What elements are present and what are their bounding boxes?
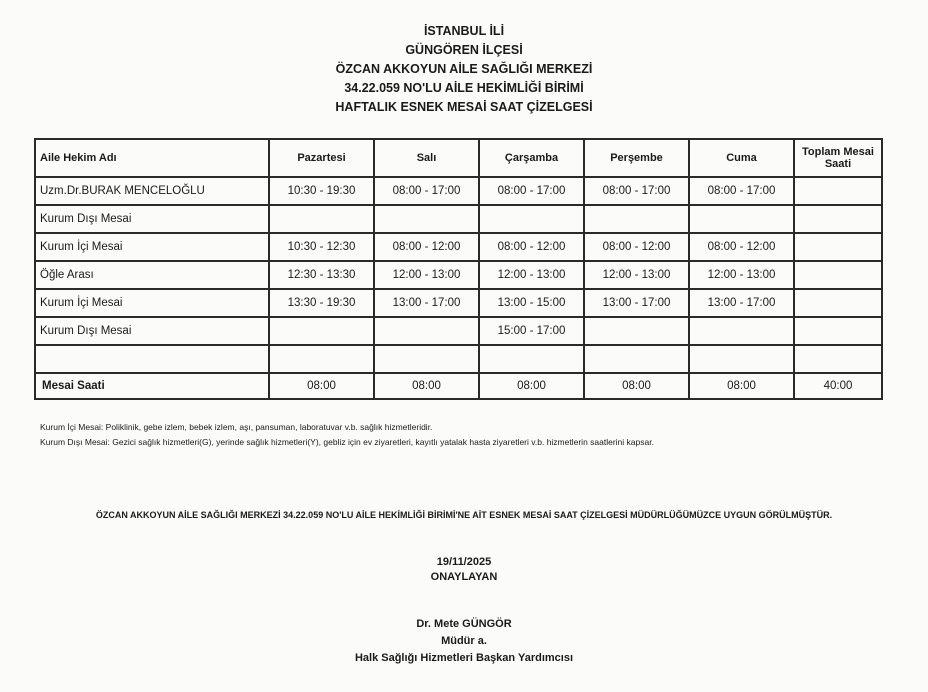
table-cell: 13:00 - 17:00 — [689, 289, 794, 317]
header-province: İSTANBUL İLİ — [423, 24, 505, 38]
col-header-physician: Aile Hekim Adı — [35, 139, 269, 177]
table-row — [35, 177, 882, 205]
approval-date: 19/11/2025 — [436, 556, 492, 568]
table-cell — [794, 317, 882, 345]
table-cell — [794, 177, 882, 205]
row-label: Kurum İçi Mesai — [35, 233, 269, 261]
notes — [40, 420, 654, 450]
table-cell — [479, 345, 584, 373]
table-cell — [269, 205, 374, 233]
table-cell: 12:00 - 13:00 — [584, 261, 689, 289]
table-cell: 08:00 - 12:00 — [689, 233, 794, 261]
total-cell: 08:00 — [269, 373, 374, 399]
col-header-tuesday: Salı — [374, 139, 479, 177]
row-label: Kurum Dışı Mesai — [35, 317, 269, 345]
table-cell — [794, 289, 882, 317]
col-header-monday: Pazartesi — [269, 139, 374, 177]
table-cell: 13:00 - 17:00 — [584, 289, 689, 317]
signer-name: Dr. Mete GÜNGÖR — [416, 618, 512, 630]
table-cell: 10:30 - 12:30 — [269, 233, 374, 261]
signature-block — [0, 616, 928, 667]
table-cell — [689, 317, 794, 345]
table-cell — [374, 205, 479, 233]
table-cell — [374, 345, 479, 373]
col-header-friday: Cuma — [689, 139, 794, 177]
col-header-wednesday: Çarşamba — [479, 139, 584, 177]
total-cell: 08:00 — [689, 373, 794, 399]
table-cell: 13:00 - 17:00 — [374, 289, 479, 317]
table-cell: 08:00 - 17:00 — [689, 177, 794, 205]
header-schedule-title: HAFTALIK ESNEK MESAİ SAAT ÇİZELGESİ — [335, 100, 593, 114]
table-row — [35, 233, 882, 261]
col-header-thursday: Perşembe — [584, 139, 689, 177]
schedule-table — [34, 138, 883, 400]
total-cell: 08:00 — [584, 373, 689, 399]
table-cell: 12:00 - 13:00 — [374, 261, 479, 289]
total-label: Mesai Saati — [35, 373, 269, 399]
table-row — [35, 345, 882, 373]
table-cell: 15:00 - 17:00 — [479, 317, 584, 345]
note-internal: Kurum İçi Mesai: Poliklinik, gebe izlem, bebek izlem, aşı, pansuman, laboratuvar v.b. sağlık hizmetleridir. — [40, 422, 433, 432]
table-cell — [689, 345, 794, 373]
table-header-row — [35, 139, 882, 177]
total-weekly-cell: 40:00 — [794, 373, 882, 399]
approver-label: ONAYLAYAN — [430, 571, 498, 583]
row-label — [35, 345, 269, 373]
table-cell — [794, 205, 882, 233]
table-cell: 08:00 - 12:00 — [479, 233, 584, 261]
table-cell — [269, 317, 374, 345]
table-cell: 08:00 - 17:00 — [374, 177, 479, 205]
table-cell: 10:30 - 19:30 — [269, 177, 374, 205]
table-cell: 12:00 - 13:00 — [479, 261, 584, 289]
row-label: Uzm.Dr.BURAK MENCELOĞLU — [35, 177, 269, 205]
header-center: ÖZCAN AKKOYUN AİLE SAĞLIĞI MERKEZİ — [335, 62, 593, 76]
date-block — [0, 555, 928, 585]
total-cell: 08:00 — [479, 373, 584, 399]
signer-position: Halk Sağlığı Hizmetleri Başkan Yardımcısı — [354, 652, 574, 664]
table-cell — [479, 205, 584, 233]
approval-statement: ÖZCAN AKKOYUN AİLE SAĞLIĞI MERKEZİ 34.22.059 NO'LU AİLE HEKİMLİĞİ BİRİMİ'NE AİT ESNEK MESAİ SAAT ÇİZELGESİ MÜDÜRLÜĞÜMÜZCE UYGUN GÖRÜLMÜŞTÜR. — [95, 510, 833, 520]
table-cell: 13:30 - 19:30 — [269, 289, 374, 317]
table-cell: 08:00 - 17:00 — [479, 177, 584, 205]
table-row — [35, 205, 882, 233]
table-cell — [374, 317, 479, 345]
table-cell: 13:00 - 15:00 — [479, 289, 584, 317]
header-unit: 34.22.059 NO'LU AİLE HEKİMLİĞİ BİRİMİ — [344, 81, 584, 95]
table-cell — [794, 233, 882, 261]
row-label: Kurum İçi Mesai — [35, 289, 269, 317]
total-row — [35, 373, 882, 399]
note-external: Kurum Dışı Mesai: Gezici sağlık hizmetleri(G), yerinde sağlık hizmetleri(Y), gebliz için ev ziyaretleri, kayıtlı yatalak hasta ziyaretleri v.b. hizmetlerin saatlerini kapsar. — [40, 437, 654, 447]
table-cell — [269, 345, 374, 373]
table-cell: 08:00 - 12:00 — [584, 233, 689, 261]
table-cell — [689, 205, 794, 233]
row-label: Öğle Arası — [35, 261, 269, 289]
document-header — [0, 22, 928, 117]
table-cell: 12:30 - 13:30 — [269, 261, 374, 289]
row-label: Kurum Dışı Mesai — [35, 205, 269, 233]
table-cell: 08:00 - 17:00 — [584, 177, 689, 205]
table-row — [35, 289, 882, 317]
table-cell — [794, 261, 882, 289]
table-row — [35, 317, 882, 345]
table-row — [35, 261, 882, 289]
col-header-total: Toplam Mesai Saati — [794, 139, 882, 177]
signer-title: Müdür a. — [441, 635, 487, 647]
total-cell: 08:00 — [374, 373, 479, 399]
table-cell — [794, 345, 882, 373]
table-cell — [584, 317, 689, 345]
table-cell — [584, 345, 689, 373]
table-cell: 12:00 - 13:00 — [689, 261, 794, 289]
header-district: GÜNGÖREN İLÇESİ — [405, 43, 523, 57]
table-cell: 08:00 - 12:00 — [374, 233, 479, 261]
table-cell — [584, 205, 689, 233]
